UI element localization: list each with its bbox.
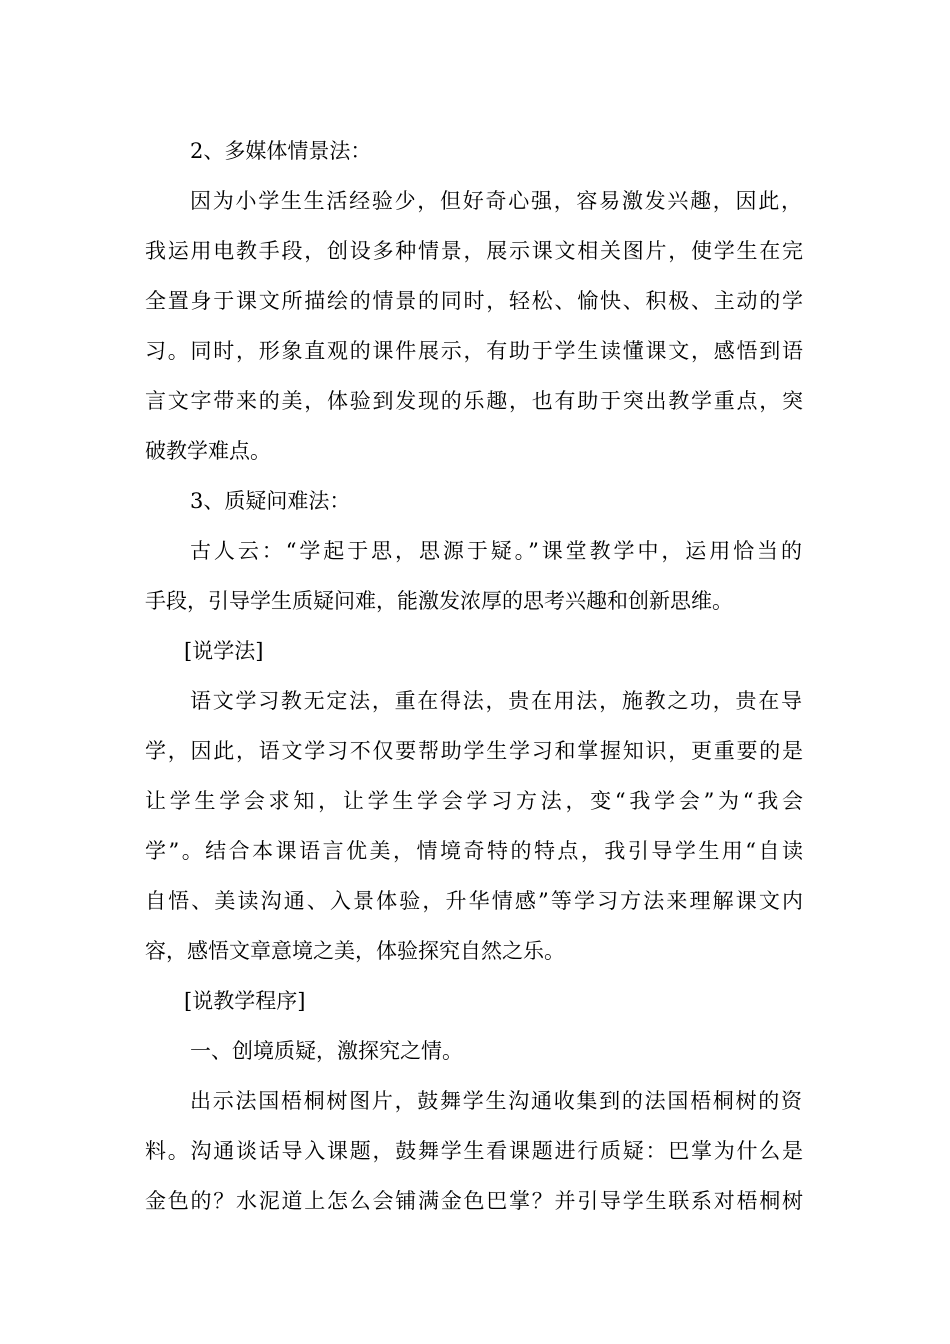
paragraph-line: 让学生学会求知，让学生学会学习方法，变“我学会”为“我会: [145, 789, 803, 813]
paragraph-line: 我运用电教手段，创设多种情景，展示课文相关图片，使学生在完: [145, 239, 803, 263]
paragraph-line: 金色的？水泥道上怎么会铺满金色巴掌？并引导学生联系对梧桐树: [145, 1189, 803, 1213]
section-heading-study-method: [说学法]: [184, 639, 264, 663]
heading-step-one: 一、创境质疑，激探究之情。: [190, 1039, 463, 1063]
paragraph-line: 出示法国梧桐树图片，鼓舞学生沟通收集到的法国梧桐树的资: [190, 1089, 802, 1113]
paragraph-line: 语文学习教无定法，重在得法，贵在用法，施教之功，贵在导: [190, 689, 802, 713]
paragraph-line: 手段，引导学生质疑问难，能激发浓厚的思考兴趣和创新思维。: [145, 589, 733, 613]
paragraph-line: 古人云：“学起于思，思源于疑。”课堂教学中，运用恰当的: [190, 539, 802, 563]
paragraph-line: 学，因此，语文学习不仅要帮助学生学习和掌握知识，更重要的是: [145, 739, 803, 763]
paragraph-line: 破教学难点。: [145, 439, 271, 463]
paragraph-line: 自悟、美读沟通、入景体验，升华情感”等学习方法来理解课文内: [145, 889, 803, 913]
paragraph-line: 全置身于课文所描绘的情景的同时，轻松、愉快、积极、主动的学: [145, 289, 803, 313]
paragraph-line: 料。沟通谈话导入课题，鼓舞学生看课题进行质疑：巴掌为什么是: [145, 1139, 803, 1163]
paragraph-line: 习。同时，形象直观的课件展示，有助于学生读懂课文，感悟到语: [145, 339, 803, 363]
paragraph-line: 因为小学生生活经验少，但好奇心强，容易激发兴趣，因此，: [190, 189, 802, 213]
heading-multimedia-method: 2、多媒体情景法：: [190, 139, 372, 163]
paragraph-line: 学”。结合本课语言优美，情境奇特的特点，我引导学生用“自读: [145, 839, 803, 863]
section-heading-teaching-procedure: [说教学程序]: [184, 989, 306, 1013]
paragraph-line: 言文字带来的美，体验到发现的乐趣，也有助于突出教学重点，突: [145, 389, 803, 413]
paragraph-line: 容，感悟文章意境之美，体验探究自然之乐。: [145, 939, 565, 963]
heading-questioning-method: 3、质疑问难法：: [190, 489, 351, 513]
